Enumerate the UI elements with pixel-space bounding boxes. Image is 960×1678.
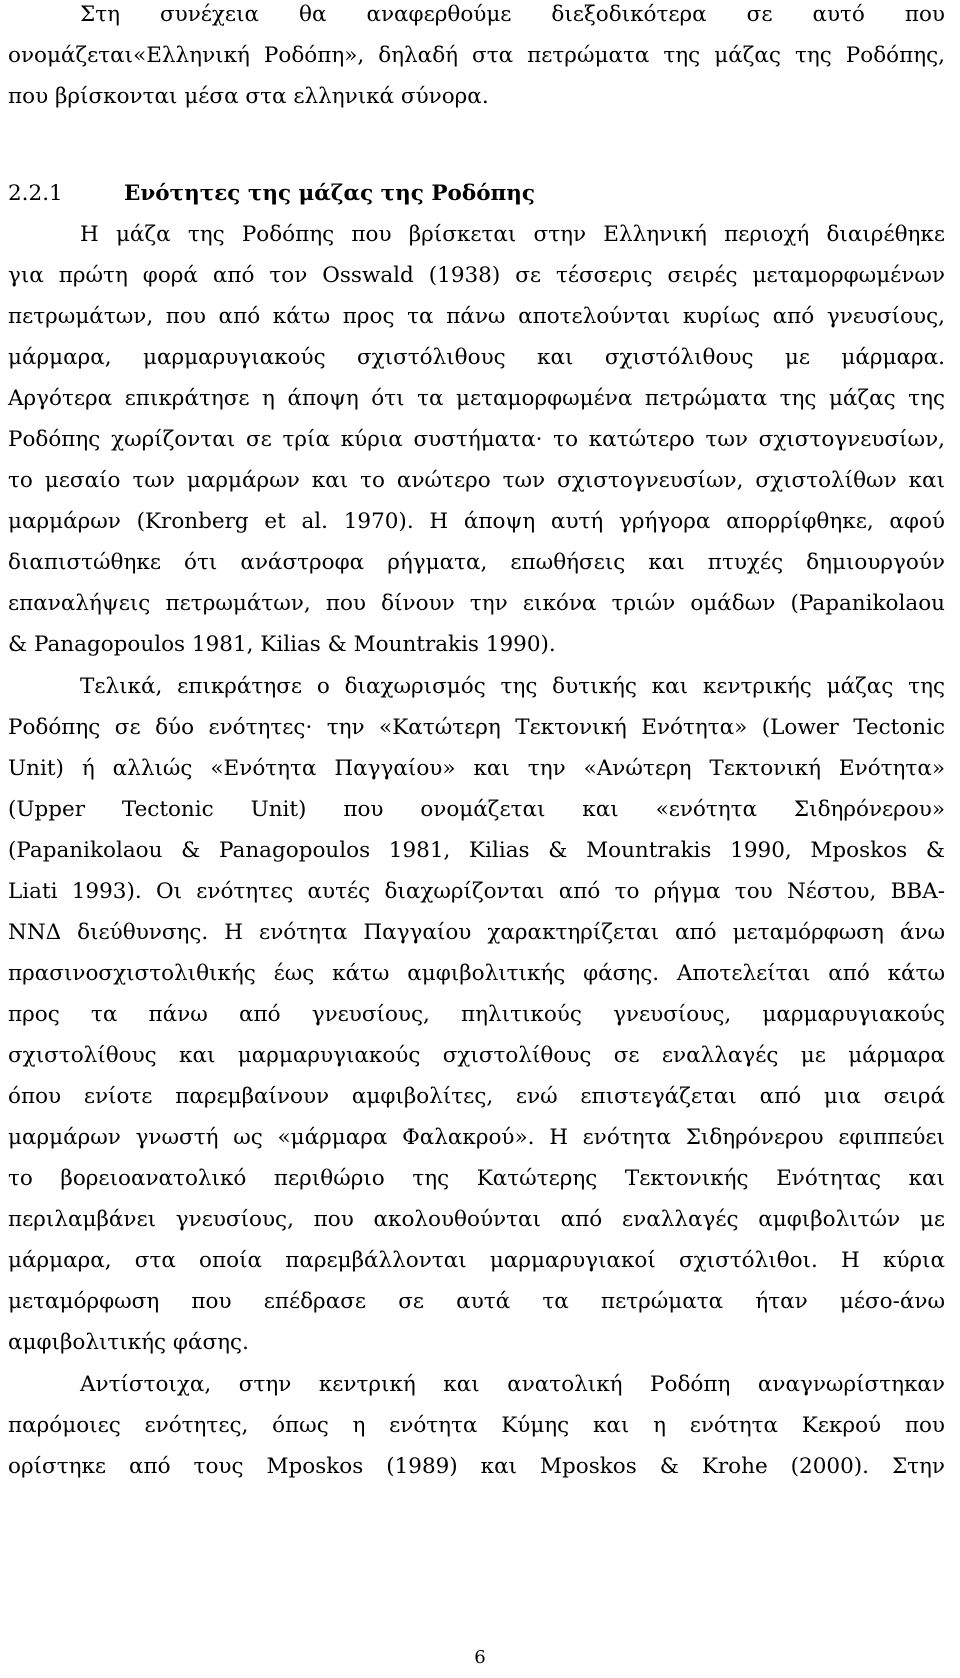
- text-line: μάρμαρα, στα οποία παρεμβάλλονται μαρμαρυγιακοί σχιστόλιθοι. Η κύρια: [8, 1248, 945, 1273]
- text-line: Αντίστοιχα, στην κεντρική και ανατολική Ροδόπη αναγνωρίστηκαν: [80, 1372, 945, 1397]
- text-line: Τελικά, επικράτησε ο διαχωρισμός της δυτικής και κεντρικής μάζας της: [80, 674, 945, 699]
- text-line: Στη συνέχεια θα αναφερθούμε διεξοδικότερα σε αυτό που: [80, 2, 945, 27]
- text-line: παρόμοιες ενότητες, όπως η ενότητα Κύμης και η ενότητα Κεκρού που: [8, 1413, 945, 1438]
- section-title: Ενότητες της μάζας της Ροδόπης: [124, 181, 535, 206]
- text-line: πετρωμάτων, που από κάτω προς τα πάνω αποτελούνται κυρίως από γνευσίους,: [8, 304, 945, 329]
- text-line: Unit) ή αλλιώς «Ενότητα Παγγαίου» και την «Ανώτερη Τεκτονική Ενότητα»: [8, 756, 945, 781]
- text-line: μάρμαρα, μαρμαρυγιακούς σχιστόλιθους και σχιστόλιθους με μάρμαρα.: [8, 345, 945, 370]
- text-line: πρασινοσχιστολιθικής έως κάτω αμφιβολιτικής φάσης. Αποτελείται από κάτω: [8, 961, 945, 986]
- text-line: Ροδόπης σε δύο ενότητες· την «Κατώτερη Τεκτονική Ενότητα» (Lower Tectonic: [8, 715, 945, 740]
- text-line: ορίστηκε από τους Mposkos (1989) και Mposkos & Krohe (2000). Στην: [8, 1454, 945, 1479]
- section-heading: [8, 179, 535, 209]
- text-line: Η μάζα της Ροδόπης που βρίσκεται στην Ελληνική περιοχή διαιρέθηκε: [80, 222, 945, 247]
- text-line: όπου ενίοτε παρεμβαίνουν αμφιβολίτες, ενώ επιστεγάζεται από μια σειρά: [8, 1084, 945, 1109]
- text-line: Liati 1993). Οι ενότητες αυτές διαχωρίζονται από το ρήγμα του Νέστου, ΒΒΑ-: [8, 879, 945, 904]
- text-line: μαρμάρων γνωστή ως «μάρμαρα Φαλακρού». Η ενότητα Σιδηρόνερου εφιππεύει: [8, 1125, 945, 1150]
- text-line: ΝΝΔ διεύθυνσης. Η ενότητα Παγγαίου χαρακτηρίζεται από μεταμόρφωση άνω: [8, 920, 945, 945]
- text-line: το βορειοανατολικό περιθώριο της Κατώτερης Τεκτονικής Ενότητας και: [8, 1166, 945, 1191]
- text-line: Ροδόπης χωρίζονται σε τρία κύρια συστήματα· το κατώτερο των σχιστογνευσίων,: [8, 427, 945, 452]
- text-line: μεταμόρφωση που επέδρασε σε αυτά τα πετρώματα ήταν μέσο-άνω: [8, 1289, 945, 1314]
- section-number: 2.2.1: [8, 181, 63, 206]
- text-line: (Upper Tectonic Unit) που ονομάζεται και «ενότητα Σιδηρόνερου»: [8, 797, 945, 822]
- text-line: Αργότερα επικράτησε η άποψη ότι τα μεταμορφωμένα πετρώματα της μάζας της: [8, 386, 945, 411]
- text-line: & Panagopoulos 1981, Kilias & Mountrakis 1990).: [8, 632, 556, 657]
- text-line: προς τα πάνω από γνευσίους, πηλιτικούς γνευσίους, μαρμαρυγιακούς: [8, 1002, 945, 1027]
- text-line: (Papanikolaou & Panagopoulos 1981, Kilias & Mountrakis 1990, Mposkos &: [8, 838, 945, 863]
- text-line: σχιστολίθους και μαρμαρυγιακούς σχιστολίθους σε εναλλαγές με μάρμαρα: [8, 1043, 945, 1068]
- text-line: ονομάζεται«Ελληνική Ροδόπη», δηλαδή στα πετρώματα της μάζας της Ροδόπης,: [8, 43, 945, 68]
- page-number: 6: [474, 1647, 486, 1668]
- text-line: το μεσαίο των μαρμάρων και το ανώτερο των σχιστογνευσίων, σχιστολίθων και: [8, 468, 945, 493]
- text-line: περιλαμβάνει γνευσίους, που ακολουθούνται από εναλλαγές αμφιβολιτών με: [8, 1207, 945, 1232]
- text-line: που βρίσκονται μέσα στα ελληνικά σύνορα.: [8, 84, 489, 109]
- text-line: για πρώτη φορά από τον Osswald (1938) σε τέσσερις σειρές μεταμορφωμένων: [8, 263, 945, 288]
- text-line: αμφιβολιτικής φάσης.: [8, 1330, 249, 1355]
- text-line: μαρμάρων (Kronberg et al. 1970). Η άποψη αυτή γρήγορα απορρίφθηκε, αφού: [8, 509, 945, 534]
- text-line: διαπιστώθηκε ότι ανάστροφα ρήγματα, επωθήσεις και πτυχές δημιουργούν: [8, 550, 945, 575]
- text-line: επαναλήψεις πετρωμάτων, που δίνουν την εικόνα τριών ομάδων (Papanikolaou: [8, 591, 945, 616]
